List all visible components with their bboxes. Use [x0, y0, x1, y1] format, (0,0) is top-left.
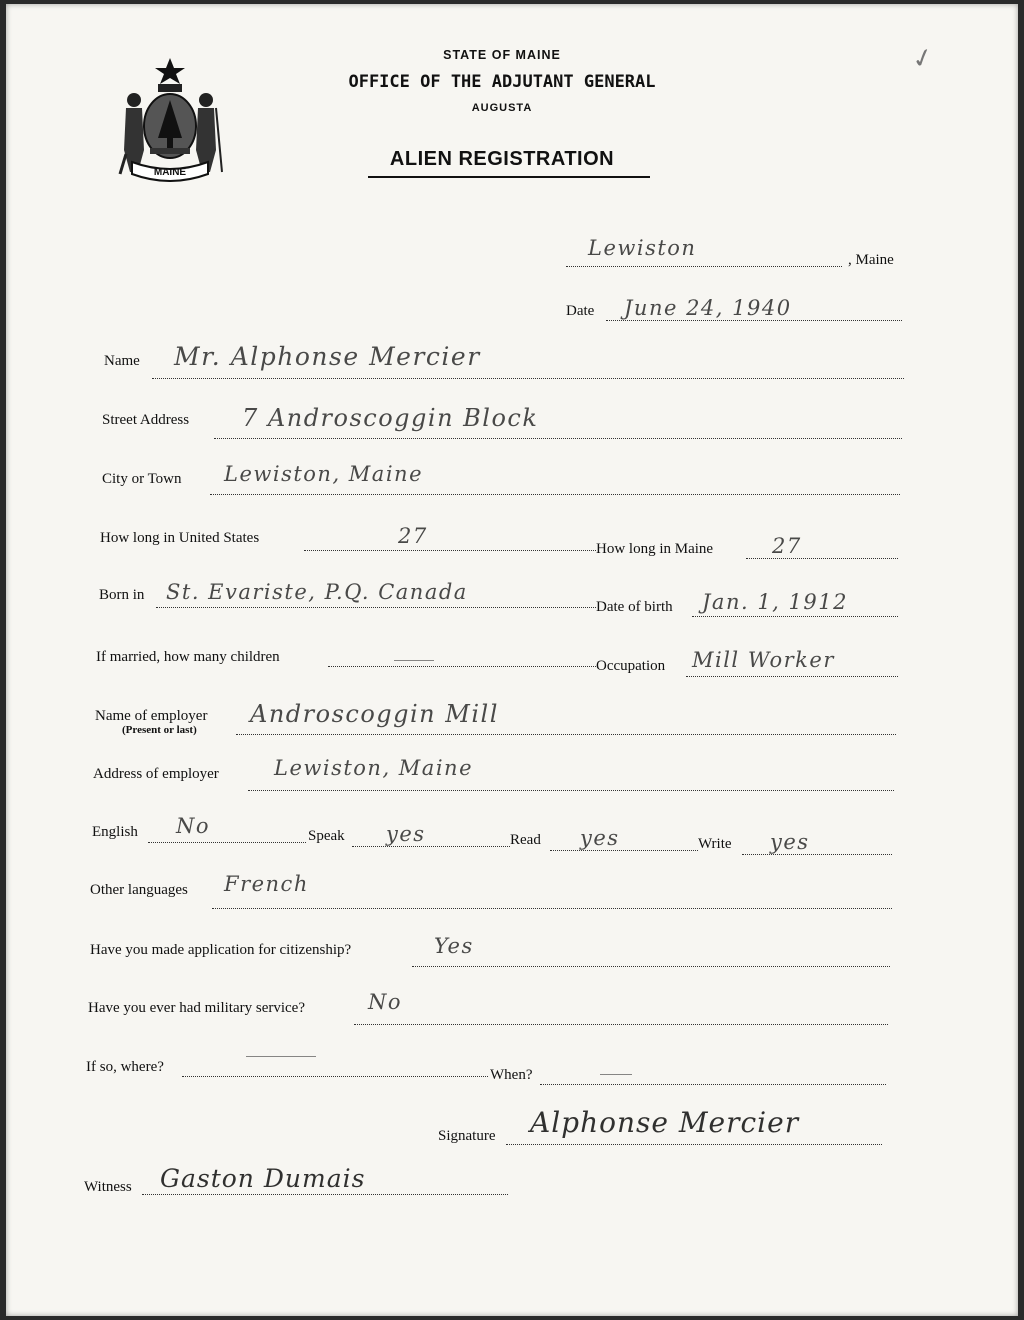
citizenship-line	[412, 966, 890, 967]
born-in-label: Born in	[99, 587, 145, 603]
date-of-birth-label: Date of birth	[596, 599, 673, 615]
write-label: Write	[698, 836, 732, 852]
how-long-us-value: 27	[398, 524, 428, 548]
when-dash	[600, 1074, 632, 1075]
citizenship-value: Yes	[434, 934, 474, 958]
speak-value: yes	[386, 822, 426, 846]
children-label: If married, how many children	[96, 649, 280, 665]
header-city: AUGUSTA	[471, 102, 533, 114]
english-label: English	[92, 824, 138, 840]
signature-line	[506, 1144, 882, 1145]
witness-label: Witness	[84, 1179, 132, 1195]
form-title: ALIEN REGISTRATION	[389, 148, 615, 170]
margin-checkmark: ✓	[908, 41, 938, 77]
date-line	[606, 320, 902, 321]
how-long-us-label: How long in United States	[100, 530, 260, 546]
city-line	[210, 494, 900, 495]
children-line	[328, 666, 596, 667]
speak-line	[352, 846, 510, 847]
employer-address-label: Address of employer	[93, 766, 219, 782]
citizenship-label: Have you made application for citizenship?	[90, 942, 352, 958]
place-value: Lewiston	[588, 236, 697, 260]
occupation-label: Occupation	[596, 658, 666, 674]
city-label: City or Town	[102, 471, 182, 487]
header-state: STATE OF MAINE	[443, 48, 561, 62]
speak-label: Speak	[308, 828, 345, 844]
employer-sublabel: (Present or last)	[122, 724, 197, 736]
english-line	[148, 842, 306, 843]
employer-value: Androscoggin Mill	[250, 700, 499, 728]
where-label: If so, where?	[86, 1059, 164, 1075]
military-value: No	[368, 990, 403, 1014]
date-label: Date	[566, 303, 595, 319]
date-of-birth-value: Jan. 1, 1912	[702, 590, 848, 614]
children-dash	[394, 660, 434, 661]
name-value: Mr. Alphonse Mercier	[174, 342, 481, 371]
street-label: Street Address	[102, 412, 190, 428]
write-line	[742, 854, 892, 855]
date-value: June 24, 1940	[624, 296, 792, 320]
place-line	[566, 266, 842, 267]
street-line	[214, 438, 902, 439]
employer-line	[236, 734, 896, 735]
name-line	[152, 378, 904, 379]
occupation-line	[686, 676, 898, 677]
other-languages-line	[212, 908, 892, 909]
where-line	[182, 1076, 488, 1077]
header-office: OFFICE OF THE ADJUTANT GENERAL	[348, 72, 656, 92]
signature-value: Alphonse Mercier	[530, 1106, 800, 1139]
street-value: 7 Androscoggin Block	[242, 404, 539, 432]
date-of-birth-line	[692, 616, 898, 617]
read-line	[550, 850, 698, 851]
read-value: yes	[580, 826, 620, 850]
when-label: When?	[490, 1067, 533, 1083]
read-label: Read	[510, 832, 541, 848]
english-value: No	[176, 814, 211, 838]
witness-value: Gaston Dumais	[160, 1164, 366, 1193]
born-in-line	[156, 607, 596, 608]
registration-form-page	[6, 4, 1018, 1316]
how-long-us-line	[304, 550, 596, 551]
employer-address-value: Lewiston, Maine	[274, 756, 473, 780]
how-long-maine-value: 27	[772, 534, 802, 558]
title-underline	[368, 176, 650, 178]
write-value: yes	[770, 830, 810, 854]
how-long-maine-label: How long in Maine	[596, 541, 714, 557]
witness-line	[142, 1194, 508, 1195]
place-suffix: , Maine	[848, 252, 894, 268]
other-languages-label: Other languages	[90, 882, 188, 898]
seal-banner-text: MAINE	[153, 167, 187, 178]
where-dash	[246, 1056, 316, 1057]
employer-label: Name of employer	[95, 708, 208, 724]
military-line	[354, 1024, 888, 1025]
signature-label: Signature	[438, 1128, 496, 1144]
when-line	[540, 1084, 886, 1085]
name-label: Name	[104, 353, 140, 369]
born-in-value: St. Evariste, P.Q. Canada	[166, 580, 468, 604]
occupation-value: Mill Worker	[692, 648, 835, 672]
how-long-maine-line	[746, 558, 898, 559]
city-value: Lewiston, Maine	[224, 462, 423, 486]
employer-address-line	[248, 790, 894, 791]
other-languages-value: French	[224, 872, 309, 896]
military-label: Have you ever had military service?	[88, 1000, 305, 1016]
